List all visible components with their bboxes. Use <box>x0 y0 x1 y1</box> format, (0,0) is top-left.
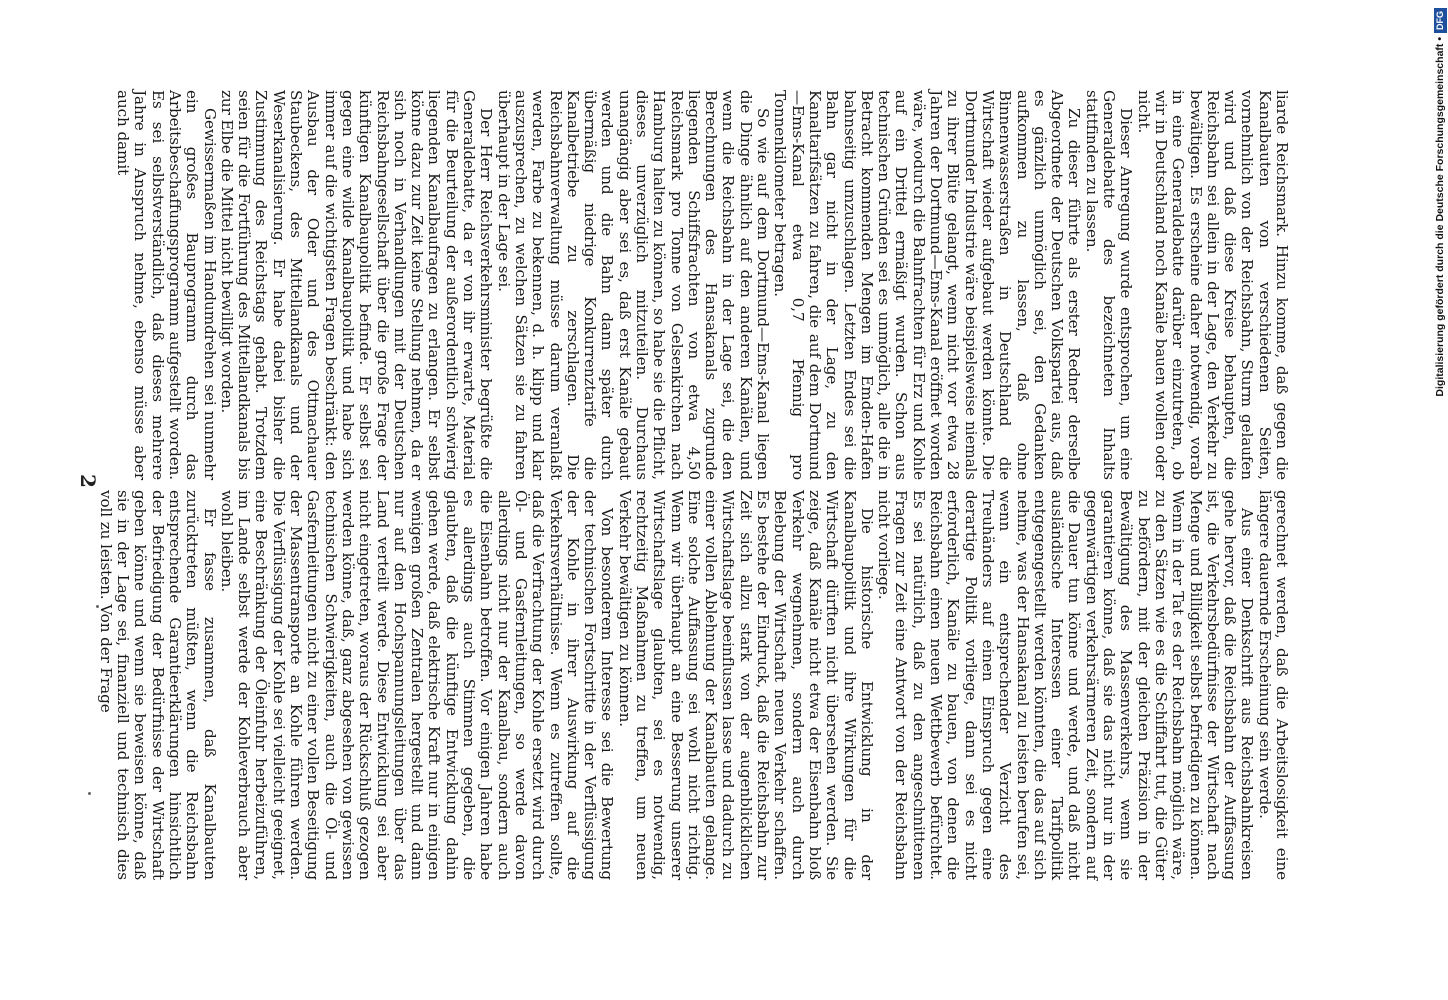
rotated-text-block <box>96 90 1291 880</box>
paragraph: liarde Reichsmark. Hinzu komme, daß gegen die Kanalbauten von verschiedenen Seiten, vornehmlich von der Reichsbahn, Sturm gelaufen wird und daß diese Kreise behaupten, die Reichsbahn sei allein in der Lage, den Verkehr zu bewältigen. Es erscheine daher notwendig, vorab in eine Generaldebatte darüber einzutreten, ob wir in Deutschland noch Kanäle bauen wollen oder nicht. <box>1134 90 1291 480</box>
text-column-left <box>110 90 1290 480</box>
paragraph: Der Herr Reichsverkehrsminister begrüßte die Generaldebatte, da er von ihr erwarte, Material für die Beurteilung der außerordentlich schwierig liegenden Kanalbaufragen zu erlangen. Er selbst könne dazu zur Zeit keine Stellung nehmen, da er sich noch in Verhandlungen mit der Deutschen Reichsbahngesellschaft über die große Frage der künftigen Kanalbaupolitik befinde. Er selbst sei gegen eine wilde Kanalbaupolitik und habe sich immer auf die wichtigsten Fragen beschränkt: den Ausbau der Oder und des Ottmachauer Staubeckens, des Mittellandkanals und der Weserkanalisierung. Er habe dabei bisher die Zustimmung des Reichstags gehabt. Trotzdem seien für die Fortführung des Mittellandkanals bis zur Elbe die Mittel nicht bewilligt worden. <box>217 90 496 480</box>
digitization-credit <box>1418 0 1446 1000</box>
scan-speck <box>88 792 91 795</box>
paragraph: Aus einer Denkschrift aus Reichsbahnkreisen gehe hervor, daß die Reichsbahn der Auffassung ist, die Verkehrsbedürfnisse der Wirtschaft nach Menge und Billigkeit selbst befriedigen zu können. Wenn in der Tat es der Reichsbahn möglich wäre, zu den Sätzen wie es die Schiffahrt tut, die Güter zu befördern, mit der gleichen Präzision in der Bewältigung des Massenverkehrs, wenn sie garantieren könne, daß sie das nicht nur in der gegenwärtigen verkehrsärmeren Zeit, sondern auf die Dauer tun könne und werde, und daß nicht ausländische Interessen einer Tarifpolitik entgegengestellt werden könnten, die das auf sich nehme, was der Hansakanal zu leisten berufen sei, wenn ein entsprechender Verzicht des Treuhänders auf einen Einspruch gegen eine derartige Politik vorliege, dann sei es nicht erforderlich, Kanäle zu bauen, von denen die Reichsbahn einen neuen Wettbewerb befürchtet. Es sei natürlich, daß zu den angeschnittenen Fragen zur Zeit eine Antwort von der Reichsbahn nicht vorliege. <box>875 490 1257 880</box>
credit-text: Digitalisierung gefördert durch die Deutsche Forschungsgemeinschaft • <box>1434 37 1446 397</box>
text-column-right <box>96 490 1291 880</box>
paragraph: gerechnet werden, daß die Arbeitslosigkeit eine längere dauernde Erscheinung sein werde. <box>1255 490 1291 880</box>
dfg-logo: DFG <box>1434 8 1447 33</box>
paragraph: Er fasse zusammen, daß Kanalbauten zurücktreten müßten, wenn die Reichsbahn entsprechende Garantieerklärungen hinsichtlich der Befriedigung der Bedürfnisse der Wirtschaft geben könne und wenn sie beweisen könne, daß sie in der Lage sei, finanziell und technisch dies voll zu leisten. Von der Frage <box>96 490 219 880</box>
paragraph: Dieser Anregung wurde entsprochen, um eine Generaldebatte des bezeichneten Inhalts stattfinden zu lassen. <box>1082 90 1136 480</box>
page-number: 2 <box>76 474 100 488</box>
paragraph: Die historische Entwicklung in der Kanalbaupolitik und ihre Wirkungen für die Wirtschaft dürften nicht übersehen werden. Sie zeige, daß Kanäle nicht etwa der Eisenbahn bloß Verkehr wegnehmen, sondern auch durch Belebung der Wirtschaft neuen Verkehr schaffen. Es bestehe der Eindruck, daß die Reichsbahn zur Zeit sich allzu stark von der augenblicklichen Wirtschaftslage beeinflussen lasse und dadurch zu einer vollen Ablehnung der Kanalbauten gelange. Eine solche Auffassung sei wohl nicht richtig. Wenn wir überhaupt an eine Besserung unserer Wirtschaftslage glaubten, sei es notwendig, rechtzeitig Maßnahmen zu treffen, um neuen Verkehr bewältigen zu können. <box>615 490 876 880</box>
paragraph: Von besonderem Interesse sei die Bewertung der technischen Fortschritte in der Verflüssigung der Kohle in ihrer Auswirkung auf die Verkehrsverhältnisse. Wenn es zutreffen sollte, daß die Verfrachtung der Kohle ersetzt wird durch Öl- und Gasfernleitungen, so werde davon allerdings nicht nur der Kanalbau, sondern auch die Eisenbahn betroffen. Vor einigen Jahren habe es allerdings auch Stimmen gegeben, die glaubten, daß die künftige Entwicklung dahin gehen werde, daß elektrische Kraft nur in einigen wenigen großen Zentralen hergestellt und dann nur auf den Hochspannungsleitungen über das Land verteilt werde. Diese Entwicklung sei aber nicht eingetreten, woraus der Rückschluß gezogen werden könne, daß, ganz abgesehen von gewissen technischen Schwierigkeiten, auch die Öl- und Gasfernleitungen nicht zu einer vollen Beseitigung der Massentransporte an Kohle führen werden. Die Verflüssigung der Kohle sei vielleicht geeignet, eine Beschränkung der Öleinfuhr herbeizuführen, im Lande selbst werde der Kohleverbrauch aber wohl bleiben. <box>217 490 617 880</box>
paragraph: Gewissermaßen im Handumdrehen sei nunmehr ein großes Bauprogramm durch das Arbeitsbeschaffungsprogramm aufgestellt worden. Es sei selbstverständlich, daß dieses mehrere Jahre in Anspruch nehme, ebenso müsse aber auch damit <box>114 90 219 480</box>
paragraph: Zu dieser führte als erster Redner derselbe Abgeordnete der Deutschen Volkspartei aus, daß es gänzlich unmöglich sei, den Gedanken aufkommen zu lassen, daß ohne Binnenwasserstraßen in Deutschland die Wirtschaft wieder aufgebaut werden könnte. Die Dortmunder Industrie wäre beispielsweise niemals zu ihrer Blüte gelangt, wenn nicht vor etwa 28 Jahren der Dortmund—Ems-Kanal eröffnet worden wäre, wodurch die Bahnfrachten für Erz und Kohle auf ein Drittel ermäßigt wurden. Schon aus technischen Gründen sei es unmöglich, alle die in Betracht kommenden Mengen im Emden-Hafen bahnseitig umzuschlagen. Letzten Endes sei die Bahn gar nicht in der Lage, zu den Kanaltarifsätzen zu fahren, die auf dem Dortmund—Ems-Kanal etwa 0,7 Pfennig pro Tonnenkilometer betragen. <box>771 90 1084 480</box>
paragraph: So wie auf dem Dortmund—Ems-Kanal liegen die Dinge ähnlich auf den anderen Kanälen, und wenn die Reichsbahn in der Lage sei, die den Berechnungen des Hansakanals zugrunde liegenden Schiffsfrachten von etwa 4,50 Reichsmark pro Tonne von Gelsenkirchen nach Hamburg halten zu können, so habe sie die Pflicht, dieses unverzüglich mitzuteilen. Durchaus unangängig aber sei es, daß erst Kanäle gebaut werden und die Bahn dann später durch übermäßig niedrige Konkurrenztarife die Kanalbetriebe zu zerschlagen. Die Reichsbahnverwaltung müsse darum veranlaßt werden, Farbe zu bekennen, d. h. klipp und klar auszusprechen, zu welchen Sätzen sie zu fahren überhaupt in der Lage sei. <box>494 90 773 480</box>
